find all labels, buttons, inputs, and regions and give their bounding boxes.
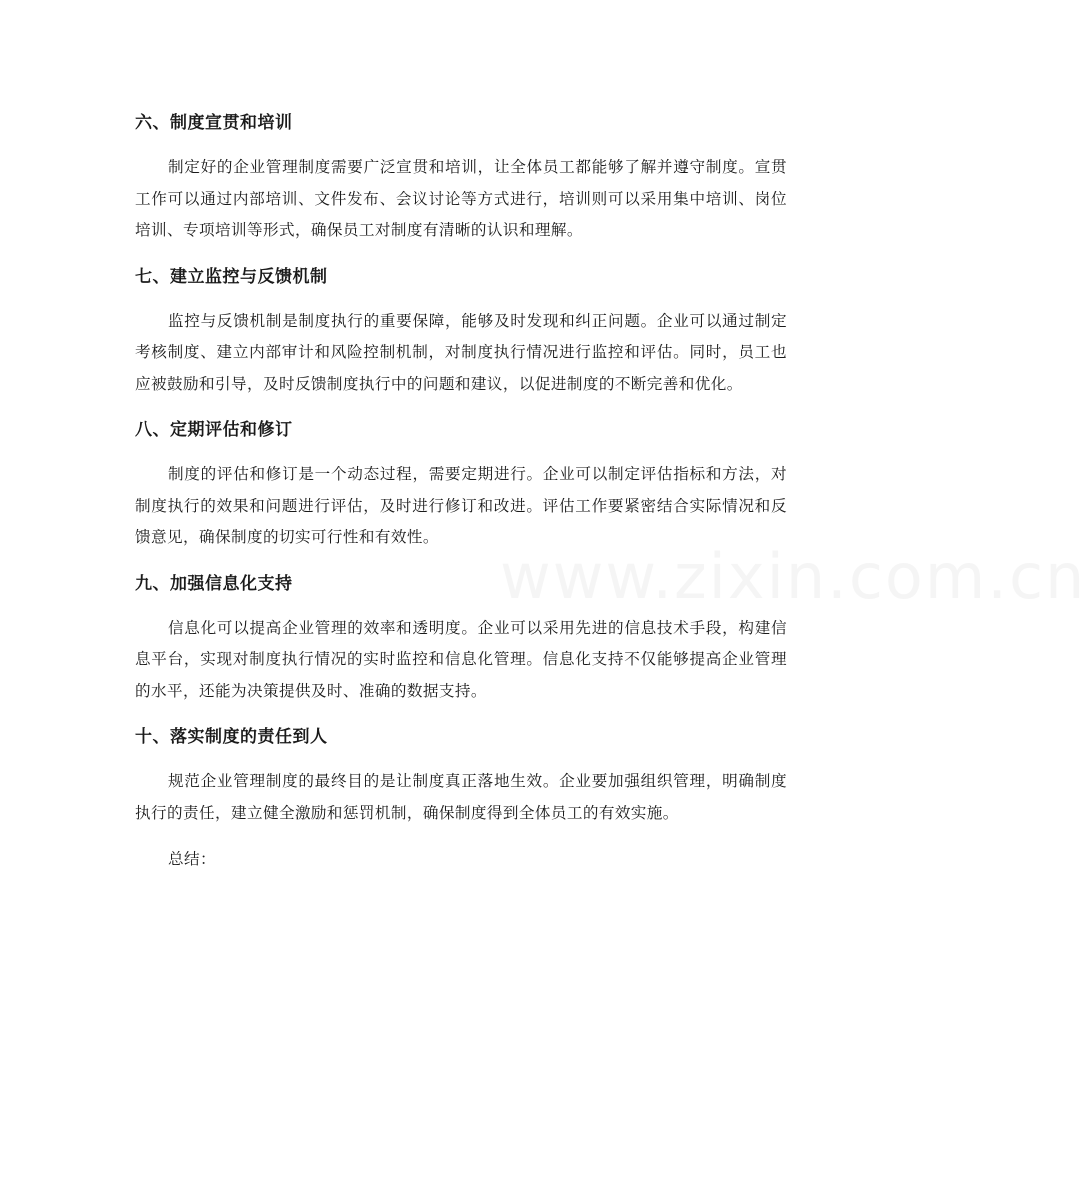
section-paragraph: 制度的评估和修订是一个动态过程，需要定期进行。企业可以制定评估指标和方法，对制度执行的效果和问题进行评估，及时进行修订和改进。评估工作要紧密结合实际情况和反馈意见，确保制度的切实可行性和有效性。 (135, 465, 787, 546)
section-10 (135, 722, 787, 829)
section-6 (135, 108, 787, 247)
section-paragraph: 信息化可以提高企业管理的效率和透明度。企业可以采用先进的信息技术手段，构建信息平台，实现对制度执行情况的实时监控和信息化管理。信息化支持不仅能够提高企业管理的水平，还能为决策提供及时、准确的数据支持。 (135, 618, 787, 700)
watermark: www.zixin.com.cn (500, 540, 1086, 613)
section-paragraph: 制定好的企业管理制度需要广泛宣贯和培训，让全体员工都能够了解并遵守制度。宣贯工作可以通过内部培训、文件发布、会议讨论等方式进行，培训则可以采用集中培训、岗位培训、专项培训等形式，确保员工对制度有清晰的认识和理解。 (135, 158, 787, 239)
section-heading: 十、落实制度的责任到人 (135, 727, 328, 747)
section-heading: 七、建立监控与反馈机制 (135, 266, 328, 287)
section-paragraph: 规范企业管理制度的最终目的是让制度真正落地生效。企业要加强组织管理，明确制度执行的责任，建立健全激励和惩罚机制，确保制度得到全体员工的有效实施。 (135, 772, 787, 822)
section-heading: 六、制度宣贯和培训 (135, 113, 293, 133)
section-8 (135, 415, 787, 554)
section-heading: 八、定期评估和修订 (135, 420, 293, 440)
section-9 (135, 569, 787, 708)
section-7 (135, 262, 787, 401)
section-paragraph: 监控与反馈机制是制度执行的重要保障，能够及时发现和纠正问题。企业可以通过制定考核制度、建立内部审计和风险控制机制，对制度执行情况进行监控和评估。同时，员工也应被鼓励和引导，及时反馈制度执行中的问题和建议，以促进制度的不断完善和优化。 (135, 311, 787, 393)
document-body (135, 108, 787, 876)
section-heading: 九、加强信息化支持 (135, 573, 293, 594)
summary-label: 总结： (168, 850, 216, 868)
